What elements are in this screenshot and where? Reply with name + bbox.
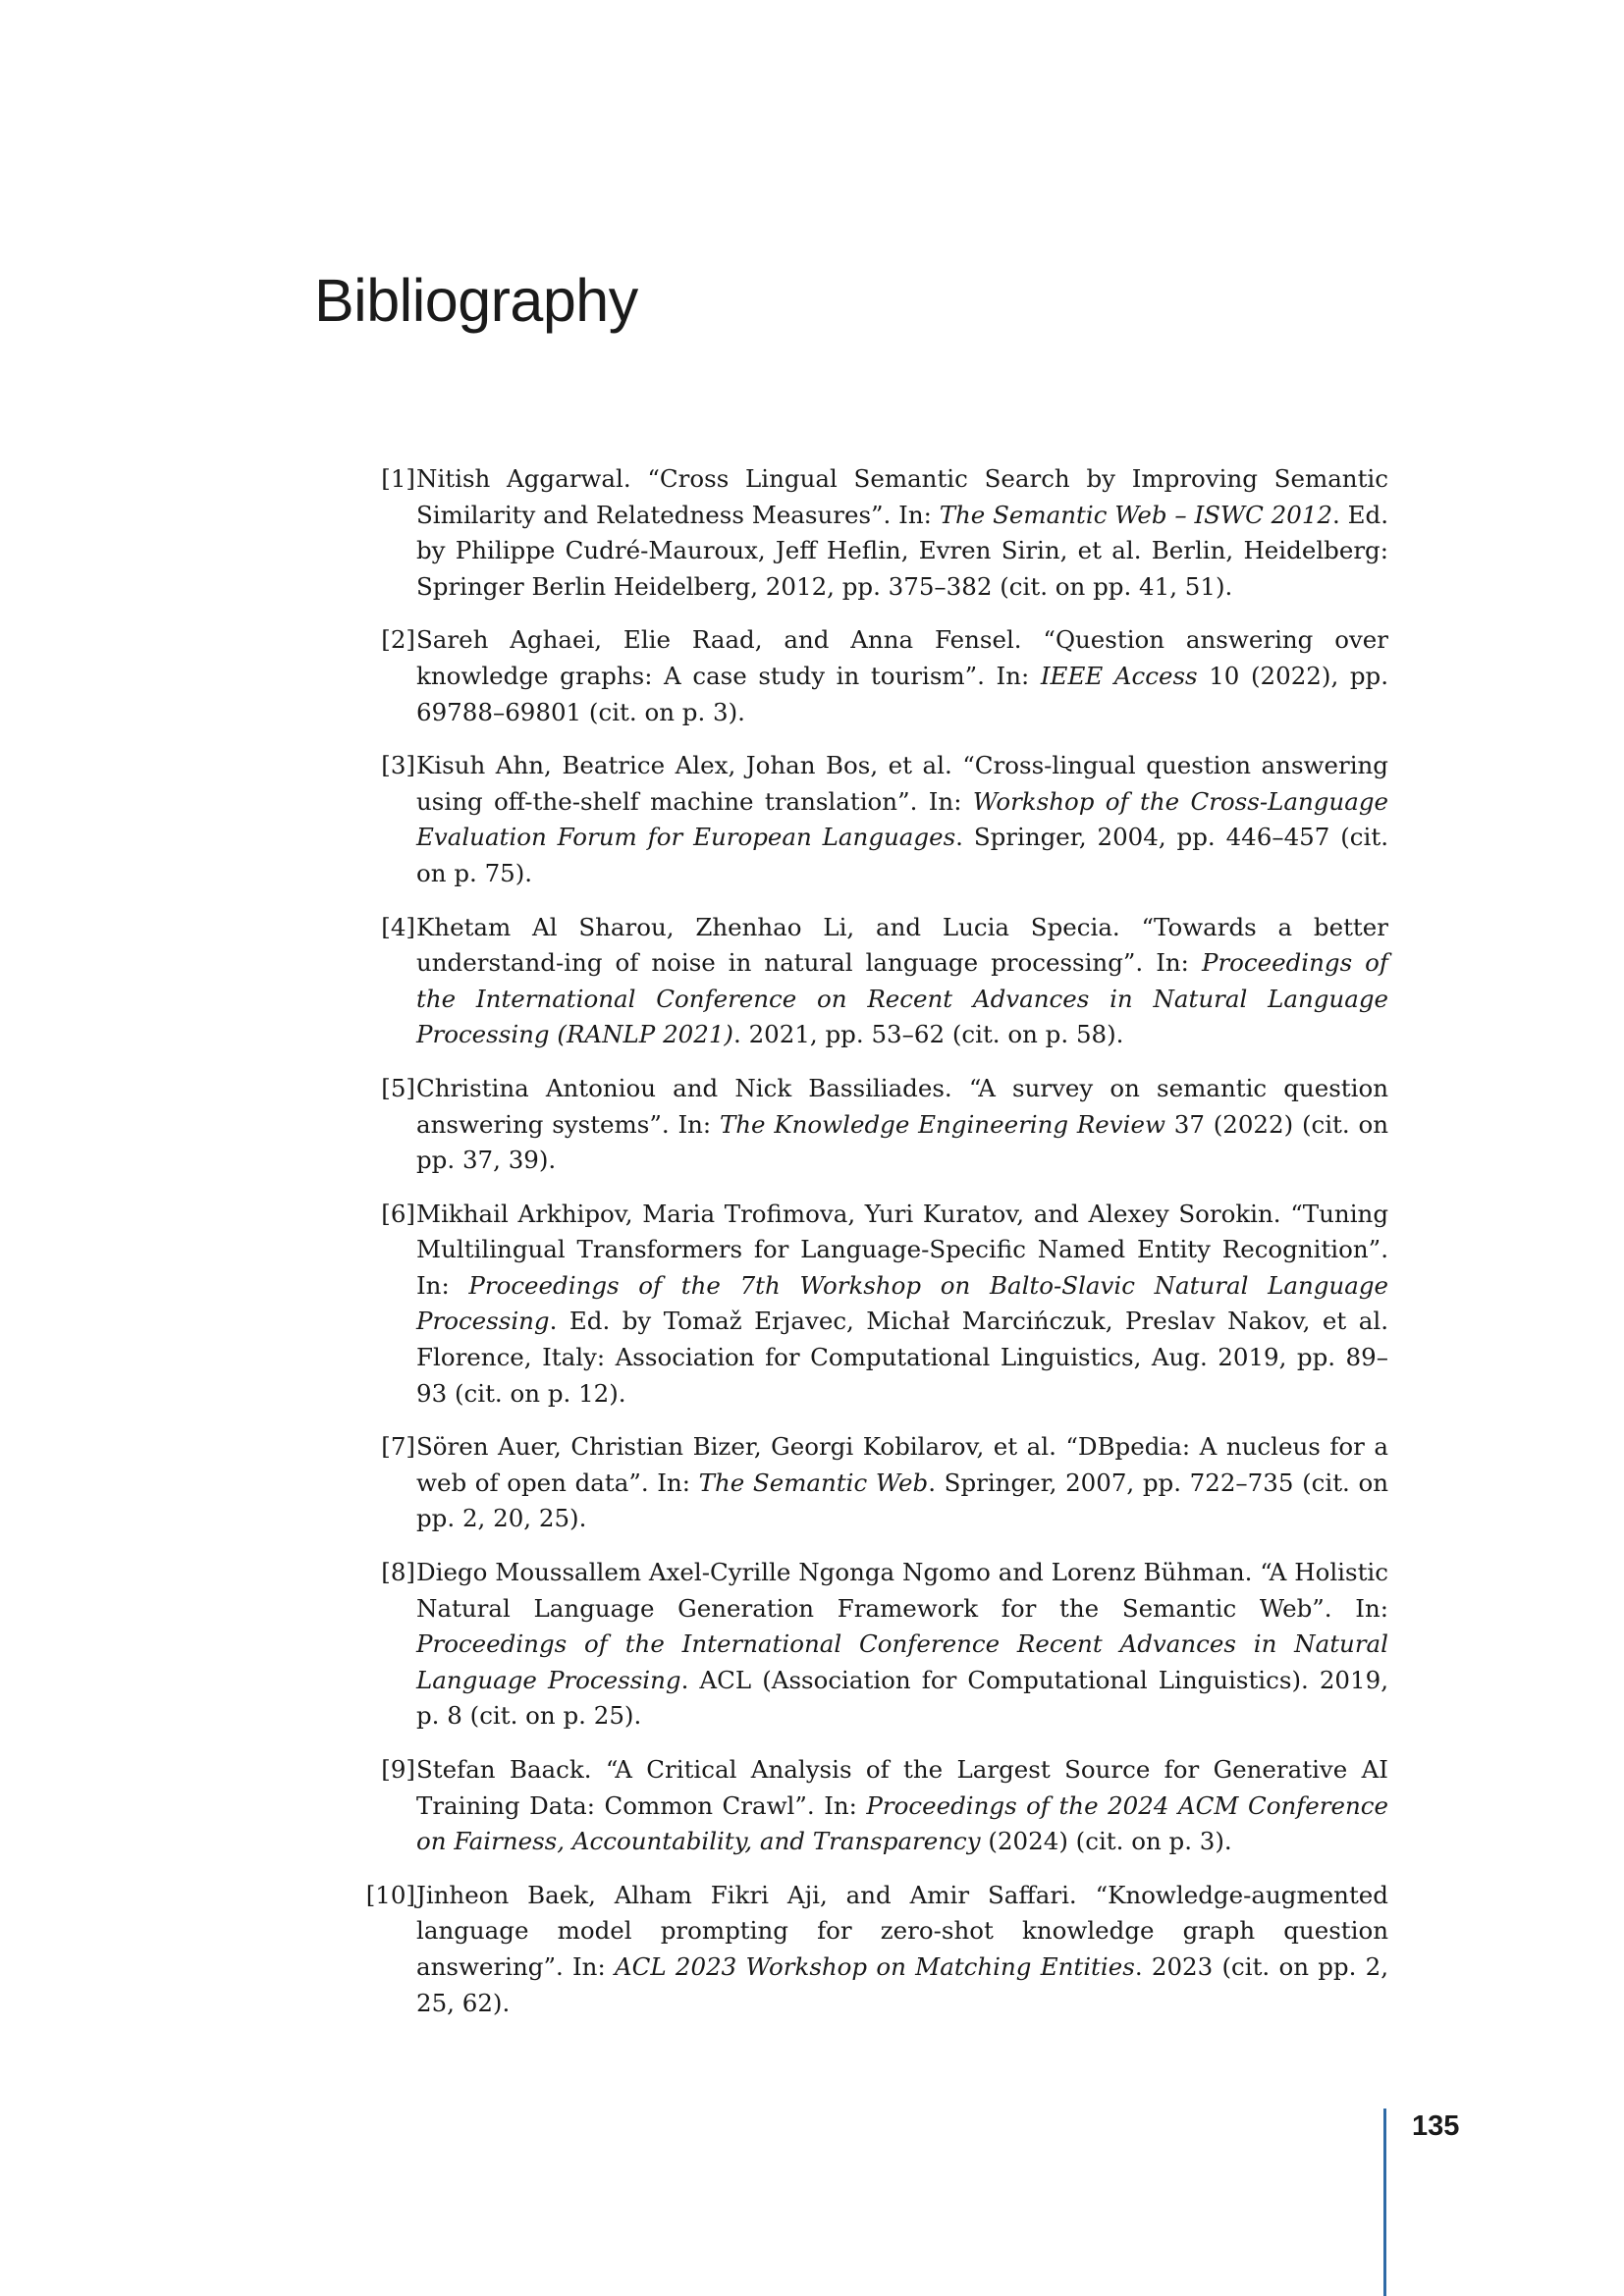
reference-number: [7] xyxy=(381,1432,415,1462)
bibliography-entry xyxy=(342,622,1388,730)
chapter-title: Bibliography xyxy=(314,267,638,334)
bibliography-entry xyxy=(342,461,1388,605)
reference-segment: . Springer, 2004, pp. 446–457 (cit. on p. 75). xyxy=(416,823,1388,887)
bibliography-entry xyxy=(342,1555,1388,1735)
reference-venue: Proceedings of the 2024 ACM Conference on Fairness, Accountability, and Transparency xyxy=(416,1790,1389,1856)
reference-venue: Proceedings of the International Conference Recent Advances in Natural Language Processing xyxy=(416,1629,1388,1694)
reference-text xyxy=(416,1755,1388,1855)
reference-segment: (2024) (cit. on p. 3). xyxy=(980,1827,1232,1856)
reference-venue: The Semantic Web xyxy=(698,1468,929,1497)
reference-venue: Proceedings of the 7th Workshop on Balto-Slavic Natural Language Processing xyxy=(416,1270,1388,1336)
reference-venue: The Semantic Web – ISWC 2012 xyxy=(939,500,1333,529)
reference-number: [1] xyxy=(381,464,415,493)
bibliography-entry xyxy=(342,1197,1388,1413)
page-number: 135 xyxy=(1412,2110,1460,2142)
reference-segment: . ACL (Association for Computational Linguistics). 2019, p. 8 (cit. on p. 25). xyxy=(416,1665,1388,1731)
reference-number: [3] xyxy=(381,751,415,780)
reference-text xyxy=(416,1558,1388,1730)
reference-text xyxy=(416,1432,1388,1532)
reference-text xyxy=(416,464,1388,601)
reference-segment: 10 (2022), pp. 69788–69801 (cit. on p. 3). xyxy=(416,661,1388,726)
reference-number: [9] xyxy=(381,1755,415,1784)
reference-segment: Sören Auer, Christian Bizer, Georgi Kobilarov, et al. “DBpedia: A nucleus for a web of open data”. In: xyxy=(416,1432,1388,1497)
reference-segment: Nitish Aggarwal. “Cross Lingual Semantic Search by Improving Semantic Similarity and Relatedness Measures”. In: xyxy=(416,464,1388,529)
reference-text xyxy=(416,913,1388,1049)
reference-venue: Proceedings of the International Conference on Recent Advances in Natural Language Processing (RANLP 2021) xyxy=(416,948,1389,1049)
reference-text xyxy=(416,1074,1388,1174)
reference-number: [10] xyxy=(365,1880,415,1909)
reference-venue: The Knowledge Engineering Review xyxy=(719,1109,1165,1139)
bibliography-entry xyxy=(342,1071,1388,1179)
reference-segment: Kisuh Ahn, Beatrice Alex, Johan Bos, et al. “Cross-lingual question answering using off-the-shelf machine translation”. In: xyxy=(416,751,1388,816)
reference-text xyxy=(416,1200,1388,1408)
reference-text xyxy=(416,625,1388,725)
reference-segment: . Springer, 2007, pp. 722–735 (cit. on pp. 2, 20, 25). xyxy=(416,1468,1388,1533)
bibliography-entry xyxy=(342,910,1388,1053)
reference-venue: ACL 2023 Workshop on Matching Entities xyxy=(614,1951,1135,1981)
reference-text xyxy=(416,1881,1388,2017)
reference-segment: . Ed. by Tomaž Erjavec, Michał Marcińczuk, Preslav Nakov, et al. Florence, Italy: Association for Computational Linguistics, Aug. 2019, pp. 89–93 (cit. on p. 12). xyxy=(416,1307,1388,1408)
reference-venue: IEEE Access xyxy=(1040,661,1198,690)
reference-segment: Stefan Baack. “A Critical Analysis of the Largest Source for Generative AI Training Data: Common Crawl”. In: xyxy=(416,1755,1388,1820)
reference-segment: Sareh Aghaei, Elie Raad, and Anna Fensel. “Question answering over knowledge graphs: A case study in tourism”. In: xyxy=(416,625,1388,690)
reference-segment: Diego Moussallem Axel-Cyrille Ngonga Ngomo and Lorenz Bühman. “A Holistic Natural Language Generation Framework for the Semantic Web”. In: xyxy=(416,1558,1388,1623)
reference-segment: 37 (2022) (cit. on pp. 37, 39). xyxy=(416,1109,1388,1175)
reference-segment: . Ed. by Philippe Cudré-Mauroux, Jeff Heflin, Evren Sirin, et al. Berlin, Heidelberg: Springer Berlin Heidelberg, 2012, pp. 375–382 (cit. on pp. 41, 51). xyxy=(416,500,1388,601)
reference-text xyxy=(416,751,1388,887)
reference-number: [6] xyxy=(381,1199,415,1228)
bibliography-entry xyxy=(342,748,1388,891)
reference-venue: Workshop of the Cross-Language Evaluation Forum for European Languages xyxy=(416,786,1389,852)
reference-number: [4] xyxy=(381,912,415,941)
bibliography-list xyxy=(342,461,1388,2039)
bibliography-entry xyxy=(342,1429,1388,1537)
reference-segment: Khetam Al Sharou, Zhenhao Li, and Lucia Specia. “Towards a better understand-ing of noise in natural language processing”. In: xyxy=(416,912,1388,978)
bibliography-entry xyxy=(342,1752,1388,1860)
reference-segment: Jinheon Baek, Alham Fikri Aji, and Amir Saffari. “Knowledge-augmented language model prompting for zero-shot knowledge graph question answering”. In: xyxy=(416,1880,1388,1981)
reference-number: [8] xyxy=(381,1558,415,1587)
reference-segment: Christina Antoniou and Nick Bassiliades. “A survey on semantic question answering systems”. In: xyxy=(416,1073,1388,1139)
reference-number: [2] xyxy=(381,625,415,655)
page-number-rule xyxy=(1383,2109,1386,2296)
reference-number: [5] xyxy=(381,1073,415,1102)
bibliography-entry xyxy=(342,1878,1388,2021)
reference-segment: . 2023 (cit. on pp. 2, 25, 62). xyxy=(416,1951,1388,2017)
reference-segment: . 2021, pp. 53–62 (cit. on p. 58). xyxy=(733,1020,1124,1049)
reference-segment: Mikhail Arkhipov, Maria Trofimova, Yuri Kuratov, and Alexey Sorokin. “Tuning Multilingual Transformers for Language-Specific Named Entity Recognition”. In: xyxy=(416,1199,1388,1300)
